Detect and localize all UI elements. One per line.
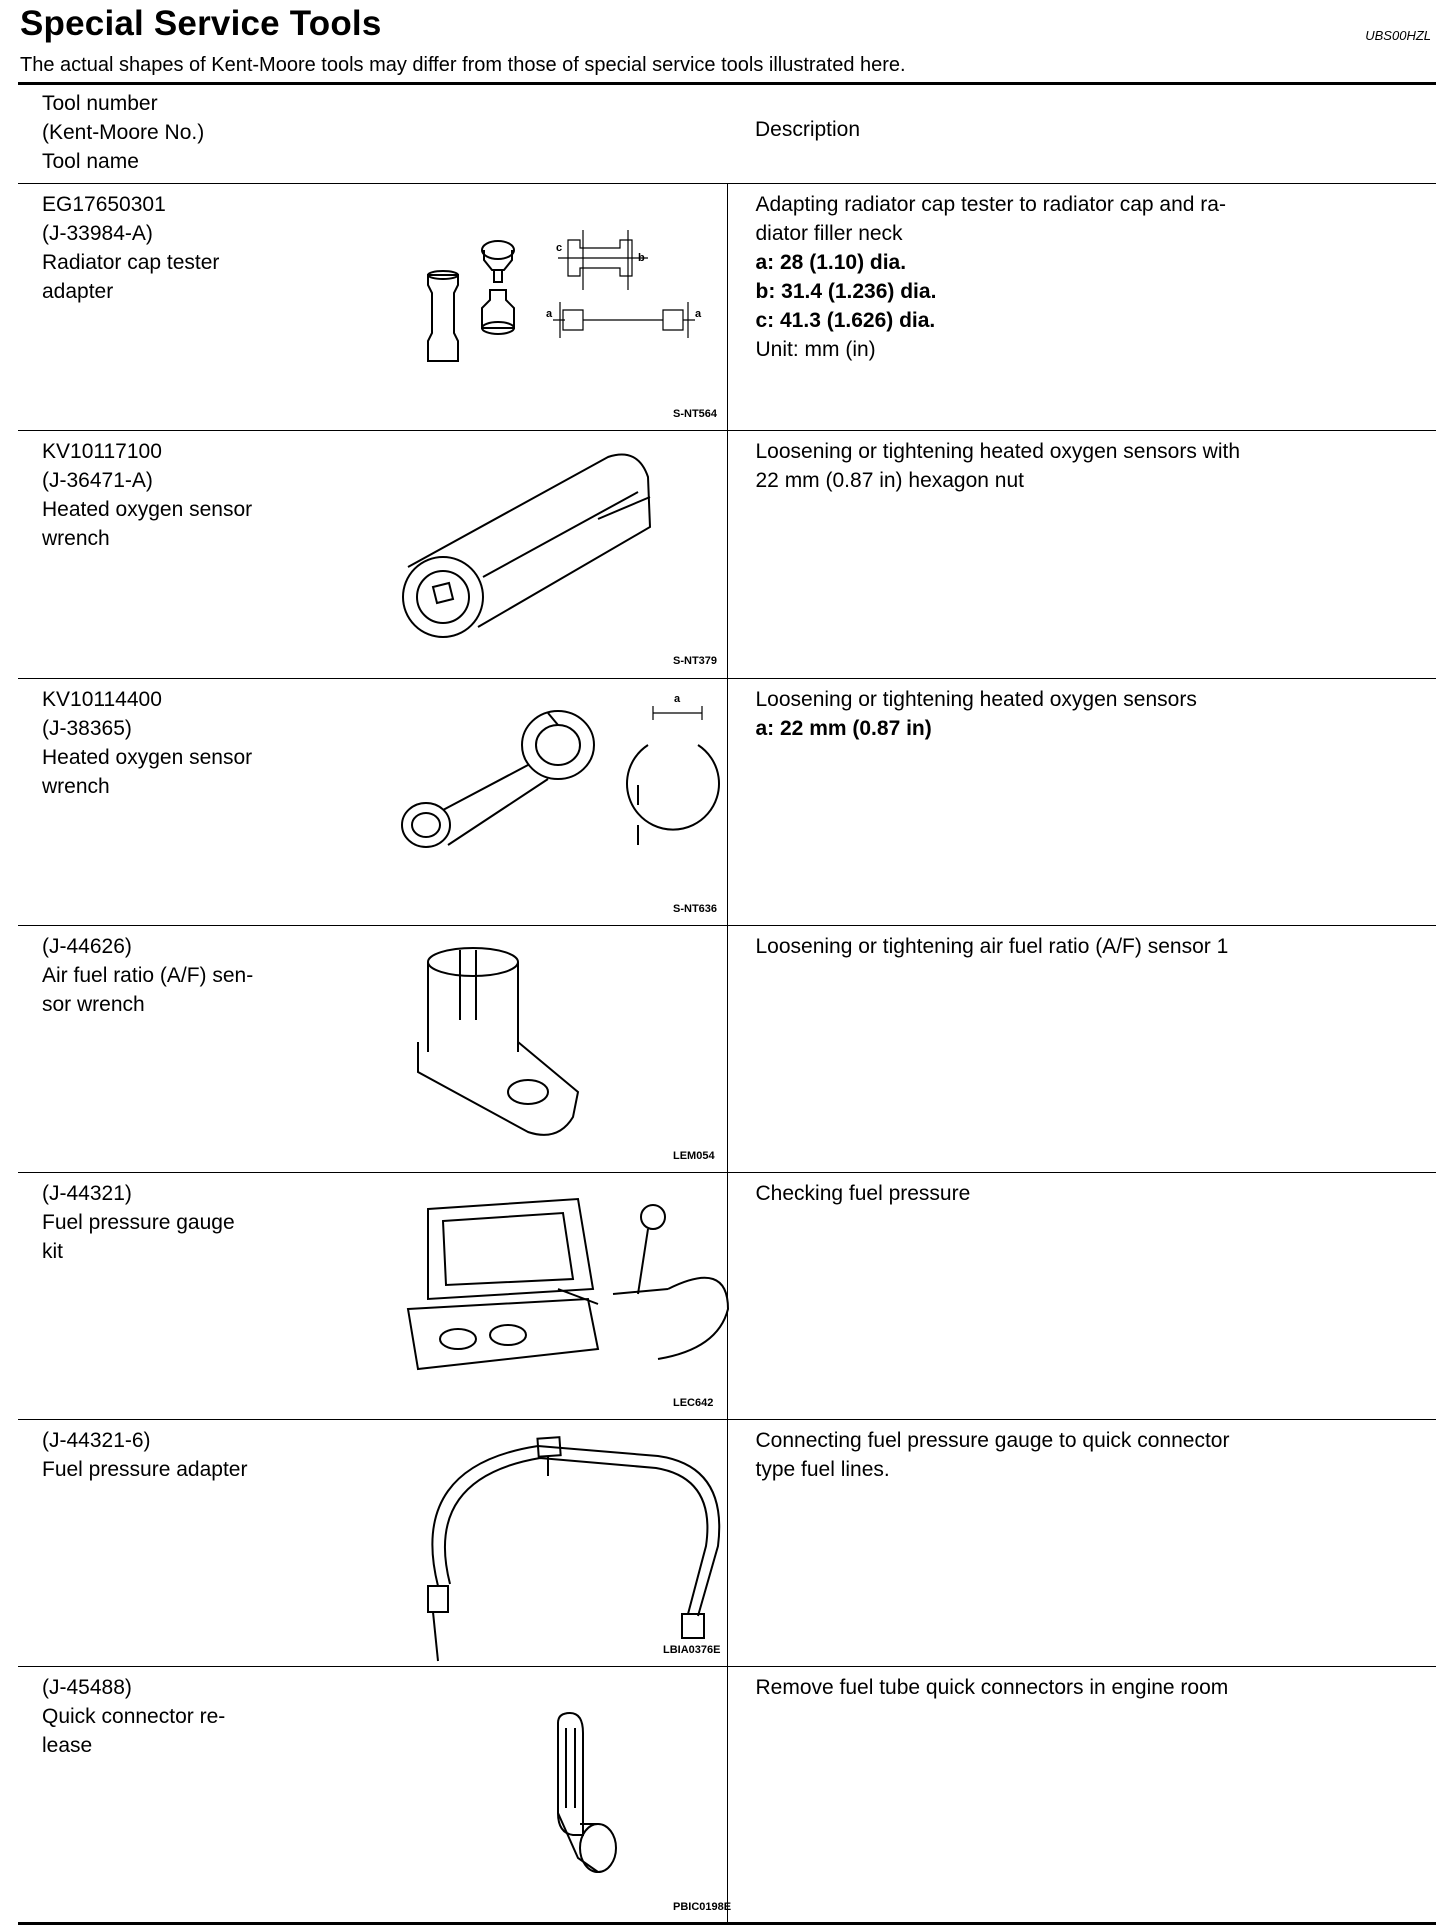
table-header-row [18,84,1436,184]
fuel-pressure-adapter-drawing [398,1426,798,1646]
tool-name: Heated oxygen sensor [42,746,253,769]
tool-name: wrench [42,775,110,798]
description-line: Loosening or tightening heated oxygen sensors with [755,440,1240,463]
tool-cell [18,1667,732,1924]
tool-number: KV10114400 [42,688,162,711]
description-line: Adapting radiator cap tester to radiator cap and ra- [755,193,1226,216]
tool-name: Air fuel ratio (A/F) sen- [42,964,254,987]
tool-cell [18,1173,727,1420]
description-cell [727,431,1436,679]
header-kent-moore: (Kent-Moore No.) [42,121,205,144]
tool-name: kit [42,1240,63,1263]
tool-name: Radiator cap tester [42,251,220,274]
kent-moore-number: (J-45488) [42,1676,132,1699]
tool-cell [18,1420,727,1667]
quick-connector-release-drawing [398,1673,798,1913]
page-title: Special Service Tools [20,4,382,43]
table-row [18,1173,1436,1420]
header-tool-number: Tool number [42,92,158,115]
tool-number: EG17650301 [42,193,166,216]
table-row [18,431,1436,679]
figure-code: S-NT379 [673,655,718,667]
description-cell [727,926,1436,1173]
header-tool-column [18,84,727,184]
flare-nut-wrench-illustration [398,685,798,915]
table-row [18,1420,1436,1667]
dimension-b: b: 31.4 (1.236) dia. [755,280,937,303]
fuel-pressure-gauge-kit-drawing [398,1179,798,1399]
kent-moore-number: (J-44626) [42,935,132,958]
tool-name: wrench [42,527,110,550]
radiator-cap-adapter-illustration [398,190,798,420]
kent-moore-number: (J-36471-A) [42,469,153,492]
description-line: Remove fuel tube quick connectors in engine room [755,1676,1229,1699]
dimension-a: a: 28 (1.10) dia. [755,251,907,274]
figure-code: S-NT564 [673,408,718,420]
figure-code: LEM054 [673,1150,715,1162]
figure-label-b: b [638,252,645,264]
oxygen-sensor-socket-drawing [398,437,798,657]
description-cell [727,1173,1436,1420]
figure-label-a: a [695,308,702,320]
description-line: Loosening or tightening air fuel ratio (A/F) sensor 1 [755,935,1229,958]
tool-name: Heated oxygen sensor [42,498,253,521]
page-subtitle: The actual shapes of Kent-Moore tools may differ from those of special service tools illustrated here. [20,54,906,76]
header-description: Description [755,118,861,141]
tool-name: adapter [42,280,114,303]
figure-code: LEC642 [673,1397,714,1409]
radiator-cap-adapter-drawing [398,190,798,410]
figure-label-a: a [674,693,681,705]
description-line: diator filler neck [755,222,903,245]
tool-name: lease [42,1734,93,1757]
description-cell [727,184,1436,431]
dimension-a: a: 22 mm (0.87 in) [755,717,932,740]
tool-name: Fuel pressure gauge [42,1211,235,1234]
tool-number: KV10117100 [42,440,162,463]
description-line: Loosening or tightening heated oxygen sensors [755,688,1197,711]
fuel-pressure-gauge-kit-illustration [398,1179,798,1409]
oxygen-sensor-socket-illustration [398,437,798,667]
fuel-pressure-adapter-illustration [398,1426,798,1656]
quick-connector-release-illustration [398,1673,798,1913]
description-line: 22 mm (0.87 in) hexagon nut [755,469,1024,492]
description-line: Checking fuel pressure [755,1182,971,1205]
tool-cell [18,679,727,926]
kent-moore-number: (J-33984-A) [42,222,153,245]
af-sensor-wrench-drawing [398,932,798,1152]
tool-cell [18,431,727,679]
description-cell [727,1667,1436,1924]
tool-name: sor wrench [42,993,145,1016]
document-code: UBS00HZL [1365,28,1431,43]
unit-note: Unit: mm (in) [755,338,876,361]
tool-cell [18,184,727,431]
kent-moore-number: (J-38365) [42,717,132,740]
header-description-column [727,84,1436,184]
description-line: type fuel lines. [755,1458,890,1481]
flare-nut-wrench-drawing [398,685,798,905]
description-cell [727,679,1436,926]
af-sensor-wrench-illustration [398,932,798,1162]
table-row [18,184,1436,431]
tool-name: Fuel pressure adapter [42,1458,248,1481]
tools-table [18,82,1436,1925]
figure-code: PBIC0198E [673,1901,732,1913]
table-row [18,926,1436,1173]
figure-label-c: c [556,242,563,254]
table-row [18,679,1436,926]
description-line: Connecting fuel pressure gauge to quick connector [755,1429,1230,1452]
figure-code: S-NT636 [673,903,718,915]
figure-code: LBIA0376E [663,1644,721,1656]
tool-name: Quick connector re- [42,1705,226,1728]
tool-cell [18,926,727,1173]
dimension-c: c: 41.3 (1.626) dia. [755,309,936,332]
kent-moore-number: (J-44321-6) [42,1429,151,1452]
table-row [18,1667,1436,1924]
description-cell [727,1420,1436,1667]
figure-label-a: a [546,308,553,320]
header-tool-name: Tool name [42,150,139,173]
kent-moore-number: (J-44321) [42,1182,132,1205]
